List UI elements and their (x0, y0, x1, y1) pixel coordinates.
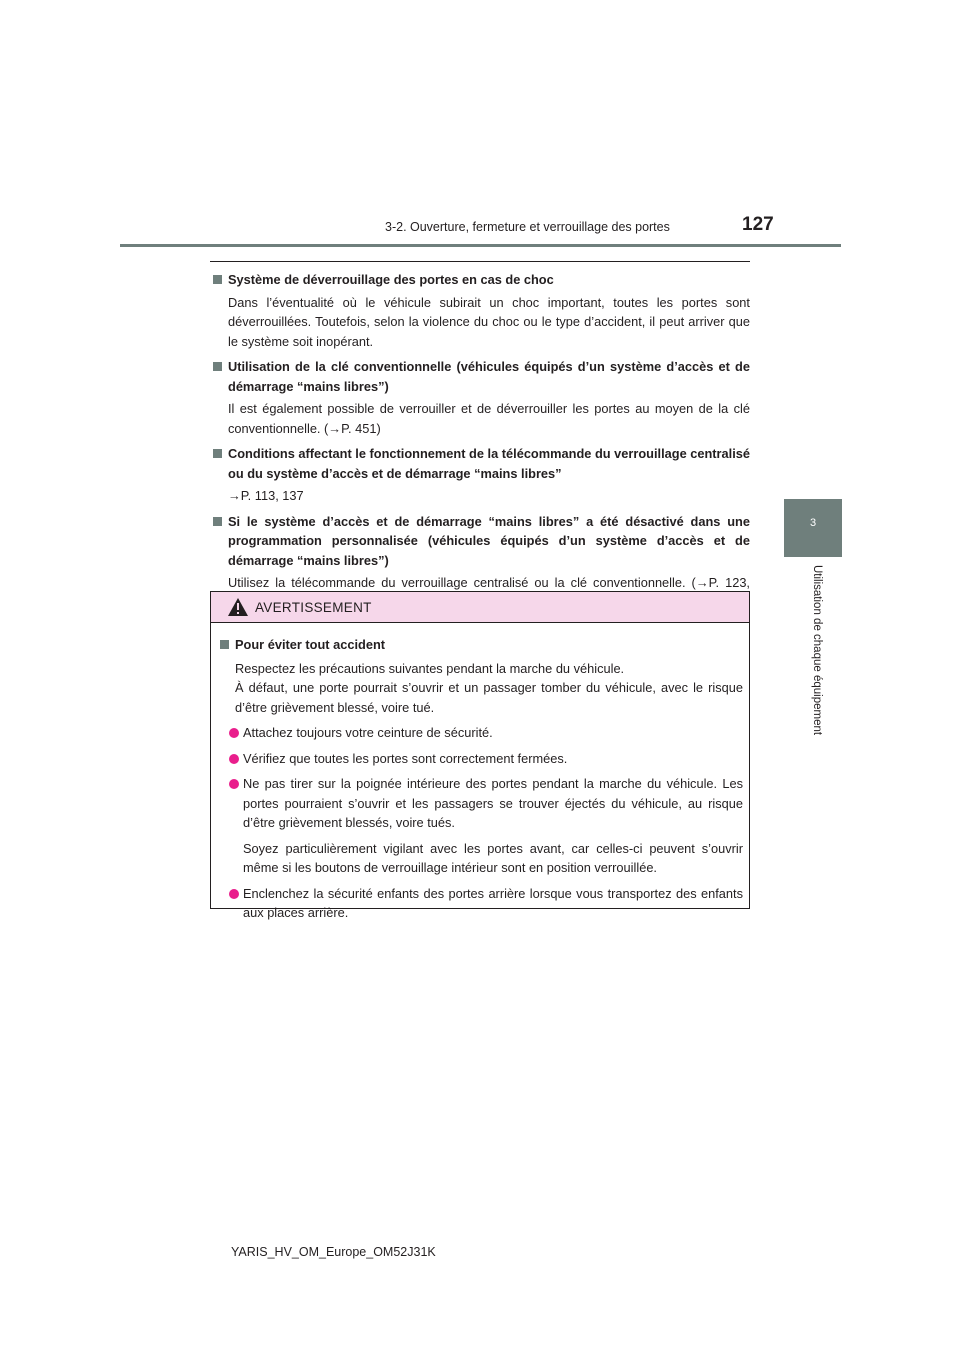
chapter-tab (784, 499, 842, 557)
item-body: →P. 113, 137 (228, 488, 304, 503)
item-title: Utilisation de la clé conventionnelle (véhicules équipés d’un système d’accès et de démarrage “mains libres”) (228, 359, 750, 394)
header-divider (120, 244, 841, 247)
square-bullet-icon (213, 517, 222, 526)
warning-title: Pour éviter tout accident (235, 637, 386, 652)
warning-bullet: Enclenchez la sécurité enfants des portes arrière lorsque vous transportez des enfants aux places arrière. (217, 884, 743, 923)
warning-bullet: Attachez toujours votre ceinture de sécurité. (217, 723, 743, 743)
warning-intro: Respectez les précautions suivantes pendant la marche du véhicule. (235, 660, 625, 676)
chapter-number: 3 (809, 517, 817, 529)
warning-box (210, 591, 750, 920)
warning-triangle-icon (227, 597, 249, 617)
square-bullet-icon (213, 362, 222, 371)
warning-bullet: Ne pas tirer sur la poignée intérieure des portes pendant la marche du véhicule. Les portes pourraient s’ouvrir et les passagers se trouver éjectés du véhicule, au risque d’être grièvement blessés, voire tués. (217, 774, 743, 833)
chapter-title: Utilisation de chaque équipement (811, 565, 823, 736)
warning-extra-para: Soyez particulièrement vigilant avec les portes avant, car celles-ci peuvent s’ouvrir même si les boutons de verrouillage intérieur sont en position verrouillée. (243, 840, 743, 875)
item-title: Conditions affectant le fonctionnement de la télécommande du verrouillage centralisé ou du système d’accès et de démarrage “mains libres” (228, 446, 750, 481)
warning-bullet: Vérifiez que toutes les portes sont correctement fermées. (217, 749, 743, 769)
round-bullet-icon (229, 779, 239, 789)
item-body: Il est également possible de verrouiller et de déverrouiller les portes au moyen de la clé conventionnelle. (→P. 451) (228, 401, 750, 436)
warning-header (211, 592, 749, 623)
square-bullet-icon (220, 640, 229, 649)
round-bullet-icon (229, 889, 239, 899)
round-bullet-icon (229, 754, 239, 764)
info-item (210, 357, 750, 438)
square-bullet-icon (213, 275, 222, 284)
item-title: Système de déverrouillage des portes en cas de choc (228, 272, 554, 287)
page-number: 127 (742, 214, 774, 235)
item-body: Dans l’éventualité où le véhicule subirait un choc important, toutes les portes sont déverrouillées. Toutefois, selon la violence du choc ou le type d’accident, il peut arriver que le système soit inopérant. (228, 294, 750, 349)
warning-intro: À défaut, une porte pourrait s’ouvrir et un passager tomber du véhicule, avec le risque d’être grièvement blessé, voire tué. (235, 680, 743, 715)
round-bullet-icon (229, 728, 239, 738)
square-bullet-icon (213, 449, 222, 458)
info-item (210, 444, 750, 506)
item-body: Utilisez la télécommande du verrouillage centralisé ou la clé conventionnelle. (→P. 123, (228, 575, 750, 590)
content-divider (210, 261, 750, 262)
document-footer: YARIS_HV_OM_Europe_OM52J31K (231, 1245, 436, 1259)
warning-body (211, 623, 749, 923)
section-header: 3-2. Ouverture, fermeture et verrouillage des portes (385, 220, 670, 234)
info-item (210, 270, 750, 351)
item-title: Si le système d’accès et de démarrage “mains libres” a été désactivé dans une programmation personnalisée (véhicules équipés d’un système d’accès et de démarrage “mains libres”) (228, 513, 750, 568)
main-content (210, 270, 750, 618)
warning-label: AVERTISSEMENT (255, 599, 372, 615)
